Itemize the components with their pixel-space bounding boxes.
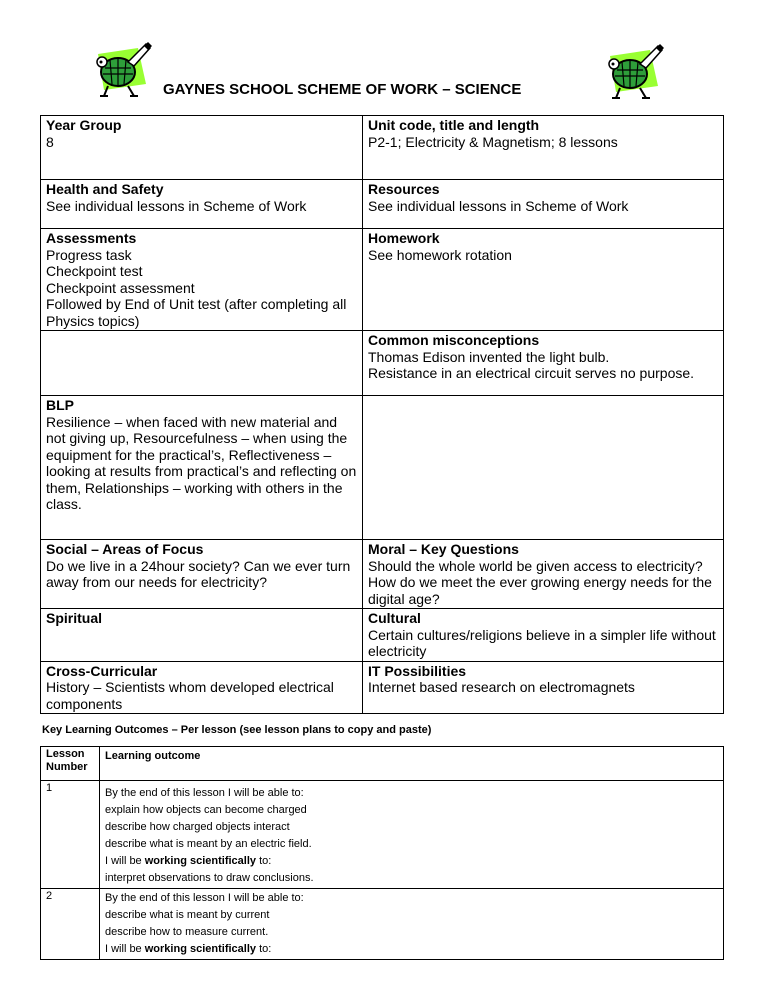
turtle-rocket-logo-icon	[88, 40, 158, 100]
it-heading: IT Possibilities	[368, 662, 467, 679]
ws-bold: working scientifically	[144, 943, 257, 955]
blp-cell	[41, 396, 363, 540]
ws-prefix: I will be	[105, 943, 145, 955]
blp-heading: BLP	[46, 397, 74, 413]
ws-suffix: to:	[256, 943, 272, 955]
ws-suffix: to:	[256, 855, 272, 867]
outcome-line: describe how to measure current.	[105, 926, 269, 938]
cultural-cell	[363, 609, 724, 662]
lesson-outcome	[100, 781, 724, 889]
assessment-item: Checkpoint test	[46, 263, 143, 279]
resources-cell	[363, 180, 724, 229]
lesson-outcome	[100, 889, 724, 960]
working-scientifically-line	[105, 941, 718, 958]
cross-curricular-value: History – Scientists whom developed electrical components	[46, 679, 334, 712]
cultural-heading: Cultural	[368, 610, 421, 626]
it-cell	[363, 661, 724, 714]
outcome-intro: By the end of this lesson I will be able to:	[105, 892, 304, 904]
moral-value: Should the whole world be given access to electricity? How do we meet the ever growing energy needs for the digital age?	[368, 557, 712, 607]
spiritual-cell	[41, 609, 363, 662]
outcomes-heading: Key Learning Outcomes – Per lesson (see lesson plans to copy and paste)	[42, 724, 432, 736]
assessments-heading: Assessments	[46, 230, 137, 246]
misconception-item: Thomas Edison invented the light bulb.	[368, 348, 610, 365]
table-row	[41, 889, 724, 960]
homework-value: See homework rotation	[368, 246, 512, 263]
misconceptions-heading: Common misconceptions	[368, 332, 540, 348]
assessment-item: Progress task	[46, 246, 132, 263]
page-title: GAYNES SCHOOL SCHEME OF WORK – SCIENCE	[163, 81, 522, 98]
moral-cell	[363, 540, 724, 609]
working-scientifically-line	[105, 853, 718, 870]
learning-outcome-header: Learning outcome	[100, 747, 724, 781]
empty-cell	[41, 331, 363, 396]
social-value: Do we live in a 24hour society? Can we ever turn away from our needs for electricity?	[46, 557, 351, 590]
health-safety-heading: Health and Safety	[46, 181, 164, 197]
blp-value: Resilience – when faced with new material and not giving up, Resourcefulness – when using the equipment for the practical’s, Reflectiveness – looking at results from practical’s and reflecting on them, Relationships – working with others in the class.	[46, 413, 357, 512]
health-safety-value: See individual lessons in Scheme of Work	[46, 197, 307, 214]
unit-value: P2-1; Electricity & Magnetism; 8 lessons	[368, 133, 618, 150]
year-group-value: 8	[46, 133, 54, 150]
table-row	[41, 781, 724, 889]
outcome-line: interpret observations to draw conclusions.	[105, 872, 314, 884]
unit-cell	[363, 116, 724, 180]
social-cell	[41, 540, 363, 609]
turtle-rocket-logo-icon	[600, 42, 670, 102]
misconceptions-cell	[363, 331, 724, 396]
cross-curricular-cell	[41, 661, 363, 714]
outcome-line: explain how objects can become charged	[105, 804, 307, 816]
outcome-line: describe what is meant by an electric field.	[105, 838, 312, 850]
cross-curricular-heading: Cross-Curricular	[46, 662, 158, 679]
lesson-number-header: Lesson Number	[41, 747, 100, 781]
social-heading: Social – Areas of Focus	[46, 541, 204, 557]
moral-heading: Moral – Key Questions	[368, 541, 519, 557]
assessment-item: Followed by End of Unit test (after completing all Physics topics)	[46, 296, 347, 329]
scheme-overview-table	[40, 115, 724, 714]
lesson-number: 2	[41, 889, 100, 960]
year-group-heading: Year Group	[46, 117, 122, 133]
ws-bold: working scientifically	[144, 855, 257, 867]
it-value: Internet based research on electromagnets	[368, 679, 635, 695]
resources-heading: Resources	[368, 181, 440, 197]
resources-value: See individual lessons in Scheme of Work	[368, 197, 629, 214]
misconception-item: Resistance in an electrical circuit serves no purpose.	[368, 365, 695, 381]
learning-outcomes-table	[40, 746, 724, 960]
outcome-line: describe what is meant by current	[105, 909, 270, 921]
cultural-value: Certain cultures/religions believe in a simpler life without electricity	[368, 626, 716, 659]
homework-heading: Homework	[368, 230, 440, 246]
year-group-cell	[41, 116, 363, 180]
unit-heading: Unit code, title and length	[368, 117, 540, 133]
homework-cell	[363, 229, 724, 331]
spiritual-heading: Spiritual	[46, 610, 103, 626]
empty-cell	[363, 396, 724, 540]
assessments-cell	[41, 229, 363, 331]
ws-prefix: I will be	[105, 855, 145, 867]
outcome-intro: By the end of this lesson I will be able to:	[105, 787, 304, 799]
assessment-item: Checkpoint assessment	[46, 279, 195, 296]
health-safety-cell	[41, 180, 363, 229]
outcome-line: describe how charged objects interact	[105, 821, 290, 833]
lesson-number: 1	[41, 781, 100, 889]
